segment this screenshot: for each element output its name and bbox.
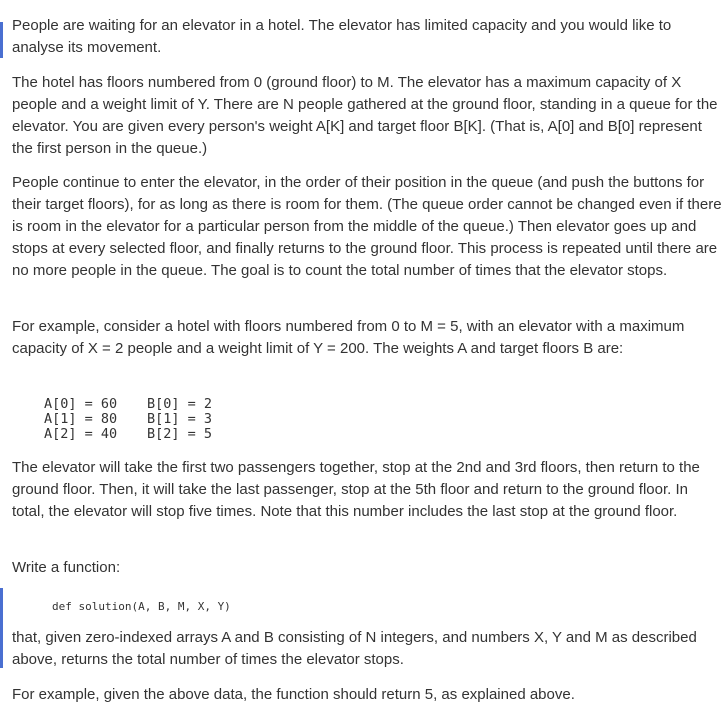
example-arrays (44, 397, 212, 442)
intro-paragraph: People are waiting for an elevator in a hotel. The elevator has limited capacity and you would like to analyse its movement. (12, 17, 672, 56)
array-a-entry: A[1] = 80 (44, 411, 118, 427)
array-a-entry: A[0] = 60 (44, 396, 118, 412)
quote-bar (0, 588, 3, 668)
array-a-entry: A[2] = 40 (44, 426, 118, 442)
array-b-entry: B[1] = 3 (147, 411, 213, 427)
setup-paragraph: The hotel has floors numbered from 0 (ground floor) to M. The elevator has a maximum capacity of X people and a weight limit of Y. There are N people gathered at the ground floor, standing in a queue for the elevator. You are given every person's weight A[K] and target floor B[K]. (That is, A[0] and B[0] represent the first person in the queue.) (12, 74, 718, 157)
returns-paragraph: that, given zero-indexed arrays A and B consisting of N integers, and numbers X, Y and M as described above, returns the total number of times the elevator stops. (12, 629, 697, 668)
example-array-row (44, 412, 212, 427)
example-intro-paragraph: For example, consider a hotel with floors numbered from 0 to M = 5, with an elevator with a maximum capacity of X = 2 people and a weight limit of Y = 200. The weights A and target floors B are: (12, 318, 685, 357)
write-function-paragraph: Write a function: (12, 559, 121, 576)
array-b-entry: B[0] = 2 (147, 396, 213, 412)
process-paragraph: People continue to enter the elevator, in the order of their position in the queue (and push the buttons for their target floors), for as long as there is room for them. (The queue order cannot be changed even if there is room in the elevator for a particular person from the middle of the queue.) Then elevator goes up and stops at every selected floor, and finally returns to the ground floor. This process is repeated until there are no more people in the queue. The goal is to count the total number of times that the elevator stops. (12, 174, 722, 279)
function-signature: def solution(A, B, M, X, Y) (52, 600, 231, 613)
example-array-row (44, 427, 212, 442)
array-b-entry: B[2] = 5 (147, 426, 213, 442)
final-example-paragraph: For example, given the above data, the function should return 5, as explained above. (12, 686, 575, 703)
quote-bar (0, 22, 3, 58)
example-array-row (44, 397, 212, 412)
example-explanation-paragraph: The elevator will take the first two passengers together, stop at the 2nd and 3rd floors, then return to the ground floor. Then, it will take the last passenger, stop at the 5th floor and return to the ground floor. In total, the elevator will stop five times. Note that this number includes the last stop at the ground floor. (12, 459, 700, 520)
